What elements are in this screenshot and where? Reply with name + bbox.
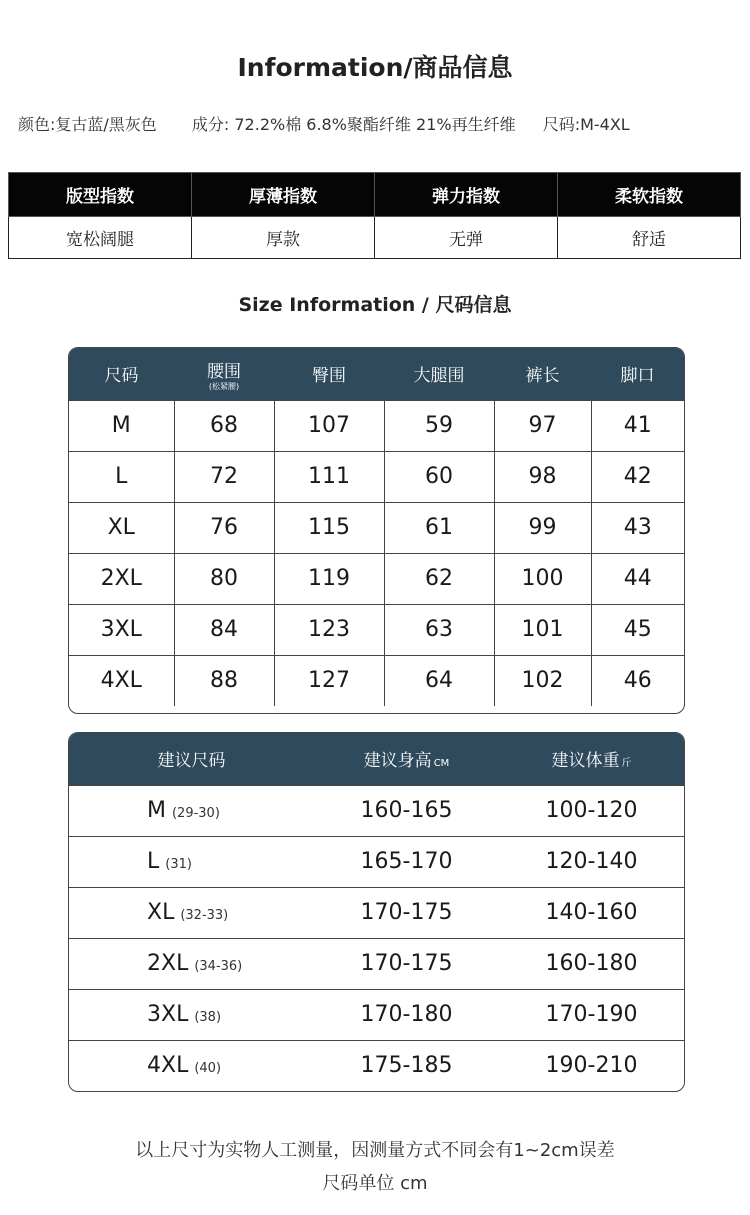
size-cell: 44 <box>591 553 684 604</box>
size-header: 臀围 <box>274 348 384 400</box>
size-cell: 123 <box>274 604 384 655</box>
recommend-height: 165-170 <box>314 836 499 887</box>
recommend-row <box>69 989 684 1040</box>
height-unit: CM <box>433 758 450 770</box>
size-cell: 80 <box>174 553 274 604</box>
recommend-size: L <box>147 849 160 874</box>
recommend-weight: 190-210 <box>499 1040 684 1091</box>
size-cell: 3XL <box>69 604 174 655</box>
size-cell: 100 <box>494 553 591 604</box>
size-cell: 107 <box>274 400 384 451</box>
waist-note: (松紧腰) <box>208 381 240 391</box>
size-cell: 72 <box>174 451 274 502</box>
size-cell: 62 <box>384 553 494 604</box>
size-cell: 42 <box>591 451 684 502</box>
measurement-note: 以上尺寸为实物人工测量，因测量方式不同会有1~2cm误差 <box>135 1140 615 1161</box>
recommend-height: 160-165 <box>314 785 499 836</box>
size-cell: 46 <box>591 655 684 706</box>
recommend-weight: 160-180 <box>499 938 684 989</box>
size-cell: 127 <box>274 655 384 706</box>
size-cell: 97 <box>494 400 591 451</box>
recommend-size-cell <box>69 836 314 887</box>
recommend-size-cell <box>69 989 314 1040</box>
index-header: 弹力指数 <box>375 173 558 217</box>
index-table <box>8 172 741 259</box>
size-cell: 102 <box>494 655 591 706</box>
size-info-subtitle: Size Information / 尺码信息 <box>238 294 512 316</box>
index-value: 舒适 <box>558 217 741 259</box>
index-value: 宽松阔腿 <box>9 217 192 259</box>
recommend-size: 2XL <box>147 951 189 976</box>
page-title: Information/商品信息 <box>237 53 513 82</box>
waist-range: (31) <box>165 857 192 872</box>
index-header-row <box>9 173 741 217</box>
size-header: 尺码 <box>69 348 174 400</box>
size-header-row <box>69 348 684 400</box>
size-cell: 60 <box>384 451 494 502</box>
recommend-size: XL <box>147 900 175 925</box>
recommend-size-cell <box>69 938 314 989</box>
recommend-row <box>69 785 684 836</box>
size-cell: 59 <box>384 400 494 451</box>
size-cell: 98 <box>494 451 591 502</box>
size-cell: 99 <box>494 502 591 553</box>
size-row <box>69 400 684 451</box>
size-cell: 2XL <box>69 553 174 604</box>
size-header: 大腿围 <box>384 348 494 400</box>
recommend-height: 170-175 <box>314 938 499 989</box>
recommend-header-weight <box>499 733 684 785</box>
recommend-weight: 140-160 <box>499 887 684 938</box>
size-cell: L <box>69 451 174 502</box>
size-header: 裤长 <box>494 348 591 400</box>
recommend-weight: 170-190 <box>499 989 684 1040</box>
recommend-row <box>69 938 684 989</box>
recommend-header-height <box>314 733 499 785</box>
size-cell: 63 <box>384 604 494 655</box>
recommend-table <box>68 732 685 1092</box>
recommend-size-cell <box>69 887 314 938</box>
recommend-header: 建议身高 <box>363 751 432 772</box>
recommend-height: 170-175 <box>314 887 499 938</box>
size-cell: 111 <box>274 451 384 502</box>
waist-range: (38) <box>194 1010 222 1025</box>
size-header-waist <box>174 348 274 400</box>
size-row <box>69 553 684 604</box>
recommend-weight: 120-140 <box>499 836 684 887</box>
recommend-header: 建议体重 <box>551 751 620 772</box>
index-header: 柔软指数 <box>558 173 741 217</box>
size-cell: 43 <box>591 502 684 553</box>
weight-unit: 斤 <box>621 758 632 770</box>
recommend-size: 3XL <box>147 1002 189 1027</box>
recommend-height: 175-185 <box>314 1040 499 1091</box>
waist-range: (34-36) <box>194 959 243 974</box>
size-row <box>69 502 684 553</box>
unit-note: 尺码单位 cm <box>322 1173 428 1194</box>
waist-range: (32-33) <box>180 908 229 923</box>
product-meta <box>18 112 738 135</box>
size-cell: M <box>69 400 174 451</box>
composition-info: 成分: 72.2%棉 6.8%聚酯纤维 21%再生纤维 <box>191 115 516 134</box>
index-header: 厚薄指数 <box>192 173 375 217</box>
recommend-row <box>69 1040 684 1091</box>
size-row <box>69 451 684 502</box>
size-cell: 119 <box>274 553 384 604</box>
index-value: 厚款 <box>192 217 375 259</box>
size-cell: 84 <box>174 604 274 655</box>
recommend-size-cell <box>69 785 314 836</box>
size-header: 脚口 <box>591 348 684 400</box>
size-row <box>69 604 684 655</box>
recommend-size: 4XL <box>147 1053 189 1079</box>
size-cell: 76 <box>174 502 274 553</box>
waist-range: (29-30) <box>171 806 220 821</box>
recommend-row <box>69 836 684 887</box>
color-info: 颜色:复古蓝/黑灰色 <box>18 115 157 134</box>
size-range-info: 尺码:M-4XL <box>542 115 630 134</box>
recommend-size-cell <box>69 1040 314 1091</box>
recommend-weight: 100-120 <box>499 785 684 836</box>
waist-range: (40) <box>194 1061 222 1077</box>
recommend-header: 建议尺码 <box>69 733 314 785</box>
index-header: 版型指数 <box>9 173 192 217</box>
recommend-height: 170-180 <box>314 989 499 1040</box>
size-cell: 64 <box>384 655 494 706</box>
size-cell: XL <box>69 502 174 553</box>
size-cell: 4XL <box>69 655 174 706</box>
index-value-row <box>9 217 741 259</box>
size-cell: 61 <box>384 502 494 553</box>
recommend-header-row <box>69 733 684 785</box>
size-row <box>69 655 684 706</box>
size-cell: 45 <box>591 604 684 655</box>
size-cell: 88 <box>174 655 274 706</box>
recommend-row <box>69 887 684 938</box>
size-cell: 101 <box>494 604 591 655</box>
size-cell: 68 <box>174 400 274 451</box>
index-value: 无弹 <box>375 217 558 259</box>
recommend-size: M <box>147 798 166 823</box>
size-cell: 41 <box>591 400 684 451</box>
size-header: 腰围 <box>207 361 241 382</box>
size-cell: 115 <box>274 502 384 553</box>
size-table <box>68 347 685 714</box>
